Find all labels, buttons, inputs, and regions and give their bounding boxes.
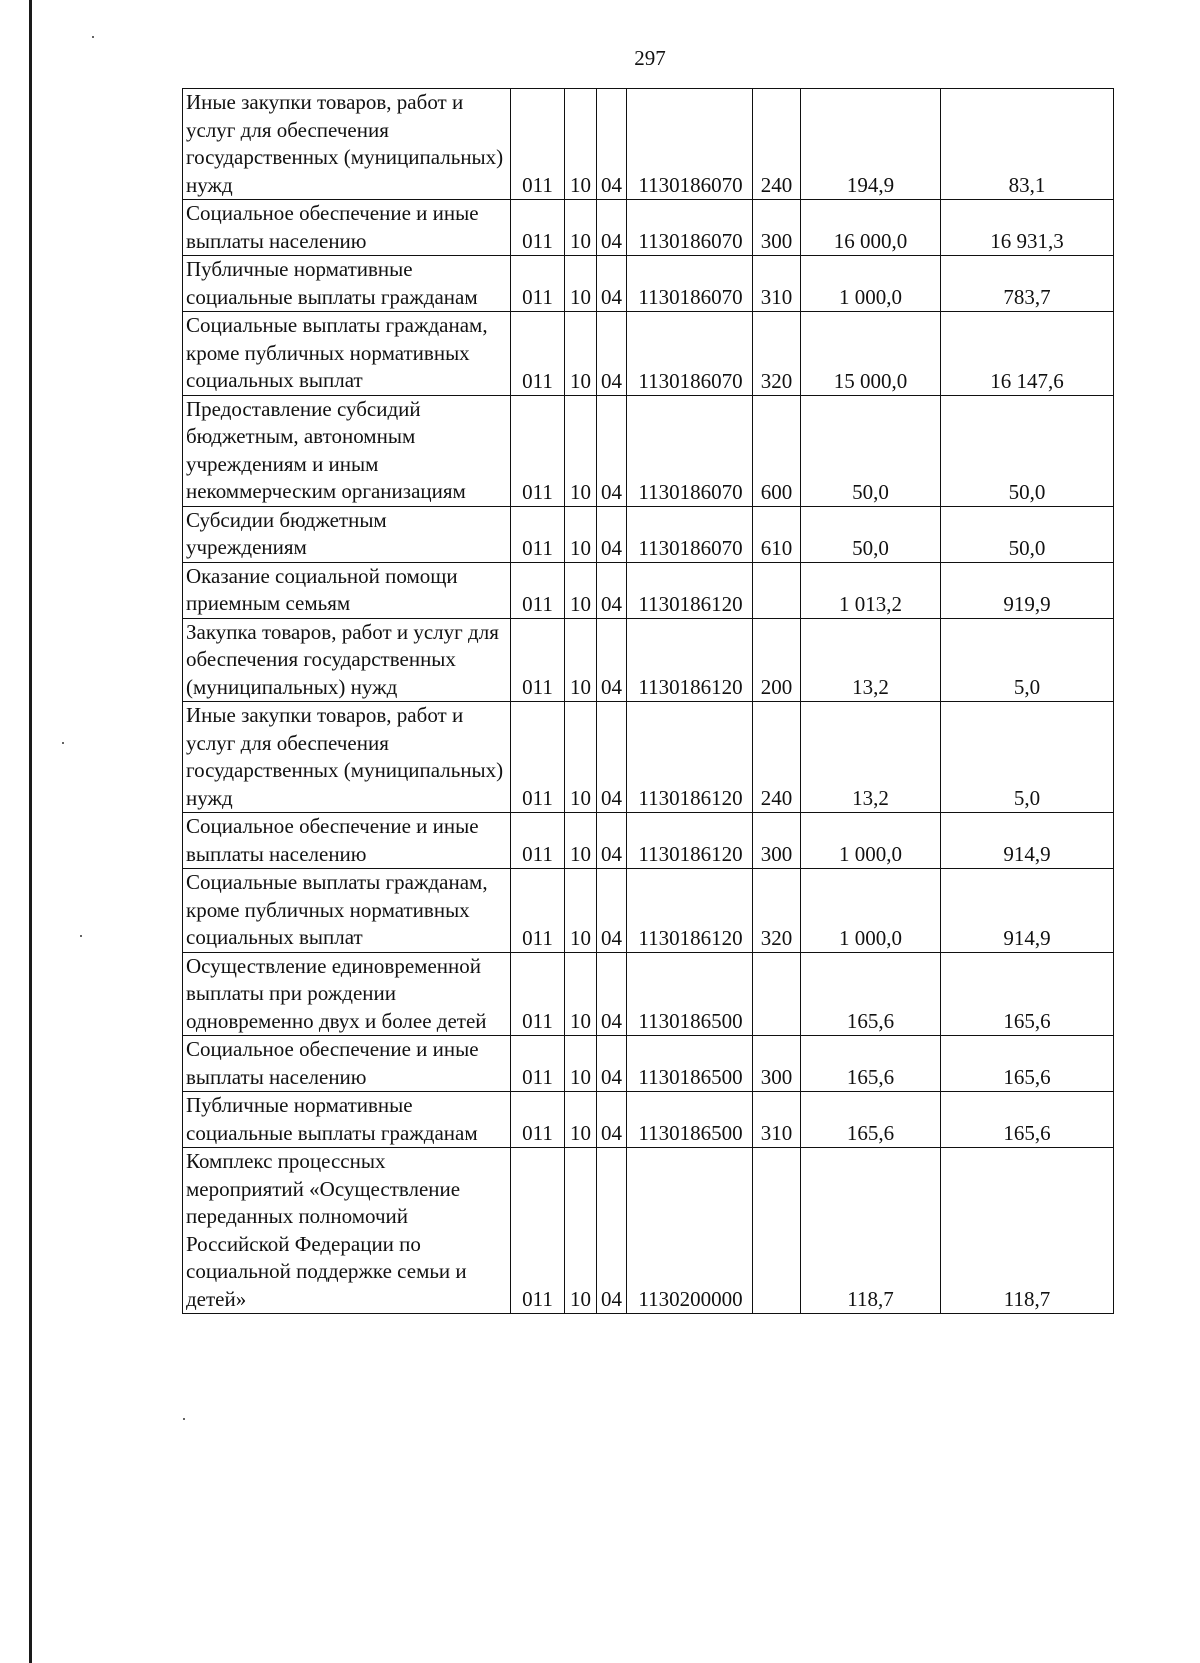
- section-code-cell: 10: [565, 395, 597, 506]
- row-name-cell: Оказание социальной помощи приемным семьям: [183, 562, 511, 618]
- section-code-cell: 10: [565, 506, 597, 562]
- table-row: [183, 1148, 1114, 1314]
- row-name-cell: Предоставление субсидий бюджетным, автономным учреждениям и иным некоммерческим организациям: [183, 395, 511, 506]
- expense-type-code-cell: 300: [753, 813, 801, 869]
- expense-type-code-cell: [753, 562, 801, 618]
- section-code-cell: 10: [565, 869, 597, 953]
- row-name-cell: Осуществление единовременной выплаты при рождении одновременно двух и более детей: [183, 952, 511, 1036]
- target-item-code-cell: 1130186500: [627, 952, 753, 1036]
- expense-type-code-cell: 610: [753, 506, 801, 562]
- row-name-cell: Публичные нормативные социальные выплаты гражданам: [183, 256, 511, 312]
- row-name-cell: Комплекс процессных мероприятий «Осуществление переданных полномочий Российской Федерации по социальной поддержке семьи и детей»: [183, 1148, 511, 1314]
- amount-actual-cell: 83,1: [941, 89, 1114, 200]
- subsection-code-cell: 04: [597, 869, 627, 953]
- amount-actual-cell: 16 931,3: [941, 200, 1114, 256]
- table-row: [183, 506, 1114, 562]
- amount-planned-cell: 1 013,2: [801, 562, 941, 618]
- expense-type-code-cell: [753, 1148, 801, 1314]
- expense-type-code-cell: 240: [753, 89, 801, 200]
- row-name-cell: Социальное обеспечение и иные выплаты населению: [183, 813, 511, 869]
- subsection-code-cell: 04: [597, 813, 627, 869]
- table-row: [183, 952, 1114, 1036]
- amount-planned-cell: 50,0: [801, 395, 941, 506]
- section-code-cell: 10: [565, 89, 597, 200]
- section-code-cell: 10: [565, 562, 597, 618]
- target-item-code-cell: 1130200000: [627, 1148, 753, 1314]
- subsection-code-cell: 04: [597, 200, 627, 256]
- subsection-code-cell: 04: [597, 395, 627, 506]
- target-item-code-cell: 1130186070: [627, 395, 753, 506]
- target-item-code-cell: 1130186120: [627, 869, 753, 953]
- amount-actual-cell: 50,0: [941, 506, 1114, 562]
- row-name-cell: Иные закупки товаров, работ и услуг для обеспечения государственных (муниципальных) нужд: [183, 89, 511, 200]
- amount-actual-cell: 919,9: [941, 562, 1114, 618]
- amount-planned-cell: 165,6: [801, 952, 941, 1036]
- amount-actual-cell: 5,0: [941, 702, 1114, 813]
- section-code-cell: 10: [565, 312, 597, 396]
- budget-table-body: [183, 89, 1114, 1314]
- amount-actual-cell: 783,7: [941, 256, 1114, 312]
- section-code-cell: 10: [565, 256, 597, 312]
- subsection-code-cell: 04: [597, 256, 627, 312]
- amount-actual-cell: 165,6: [941, 1092, 1114, 1148]
- target-item-code-cell: 1130186500: [627, 1036, 753, 1092]
- target-item-code-cell: 1130186120: [627, 618, 753, 702]
- ministry-code-cell: 011: [511, 395, 565, 506]
- amount-planned-cell: 1 000,0: [801, 256, 941, 312]
- expense-type-code-cell: [753, 952, 801, 1036]
- expense-type-code-cell: 240: [753, 702, 801, 813]
- scan-speck: [80, 935, 82, 937]
- expense-type-code-cell: 310: [753, 256, 801, 312]
- amount-planned-cell: 16 000,0: [801, 200, 941, 256]
- table-row: [183, 200, 1114, 256]
- row-name-cell: Социальное обеспечение и иные выплаты населению: [183, 1036, 511, 1092]
- amount-actual-cell: 914,9: [941, 813, 1114, 869]
- target-item-code-cell: 1130186120: [627, 813, 753, 869]
- expense-type-code-cell: 320: [753, 869, 801, 953]
- ministry-code-cell: 011: [511, 200, 565, 256]
- table-row: [183, 813, 1114, 869]
- section-code-cell: 10: [565, 702, 597, 813]
- ministry-code-cell: 011: [511, 952, 565, 1036]
- expense-type-code-cell: 320: [753, 312, 801, 396]
- expense-type-code-cell: 600: [753, 395, 801, 506]
- target-item-code-cell: 1130186500: [627, 1092, 753, 1148]
- subsection-code-cell: 04: [597, 952, 627, 1036]
- page-number: 297: [634, 46, 666, 70]
- amount-planned-cell: 50,0: [801, 506, 941, 562]
- table-row: [183, 89, 1114, 200]
- amount-planned-cell: 1 000,0: [801, 813, 941, 869]
- expense-type-code-cell: 200: [753, 618, 801, 702]
- amount-planned-cell: 13,2: [801, 618, 941, 702]
- target-item-code-cell: 1130186070: [627, 506, 753, 562]
- table-row: [183, 562, 1114, 618]
- amount-planned-cell: 13,2: [801, 702, 941, 813]
- table-row: [183, 869, 1114, 953]
- table-row: [183, 312, 1114, 396]
- amount-actual-cell: 5,0: [941, 618, 1114, 702]
- ministry-code-cell: 011: [511, 702, 565, 813]
- subsection-code-cell: 04: [597, 1148, 627, 1314]
- scan-speck: [62, 742, 64, 744]
- table-row: [183, 256, 1114, 312]
- expense-type-code-cell: 310: [753, 1092, 801, 1148]
- row-name-cell: Социальное обеспечение и иные выплаты населению: [183, 200, 511, 256]
- amount-planned-cell: 15 000,0: [801, 312, 941, 396]
- table-row: [183, 618, 1114, 702]
- ministry-code-cell: 011: [511, 1036, 565, 1092]
- amount-actual-cell: 118,7: [941, 1148, 1114, 1314]
- expense-type-code-cell: 300: [753, 1036, 801, 1092]
- scan-binding-edge: [29, 0, 32, 1663]
- row-name-cell: Социальные выплаты гражданам, кроме публичных нормативных социальных выплат: [183, 312, 511, 396]
- target-item-code-cell: 1130186120: [627, 702, 753, 813]
- amount-actual-cell: 16 147,6: [941, 312, 1114, 396]
- target-item-code-cell: 1130186070: [627, 312, 753, 396]
- scan-speck: [92, 36, 94, 38]
- amount-actual-cell: 165,6: [941, 952, 1114, 1036]
- table-row: [183, 1036, 1114, 1092]
- row-name-cell: Социальные выплаты гражданам, кроме публичных нормативных социальных выплат: [183, 869, 511, 953]
- ministry-code-cell: 011: [511, 618, 565, 702]
- ministry-code-cell: 011: [511, 506, 565, 562]
- budget-table: [182, 88, 1114, 1314]
- table-row: [183, 1092, 1114, 1148]
- row-name-cell: Публичные нормативные социальные выплаты гражданам: [183, 1092, 511, 1148]
- expense-type-code-cell: 300: [753, 200, 801, 256]
- ministry-code-cell: 011: [511, 256, 565, 312]
- section-code-cell: 10: [565, 952, 597, 1036]
- ministry-code-cell: 011: [511, 1092, 565, 1148]
- section-code-cell: 10: [565, 1092, 597, 1148]
- subsection-code-cell: 04: [597, 506, 627, 562]
- subsection-code-cell: 04: [597, 618, 627, 702]
- amount-planned-cell: 165,6: [801, 1036, 941, 1092]
- target-item-code-cell: 1130186070: [627, 89, 753, 200]
- row-name-cell: Иные закупки товаров, работ и услуг для обеспечения государственных (муниципальных) нужд: [183, 702, 511, 813]
- ministry-code-cell: 011: [511, 89, 565, 200]
- subsection-code-cell: 04: [597, 312, 627, 396]
- scan-speck: [183, 1418, 185, 1420]
- amount-planned-cell: 1 000,0: [801, 869, 941, 953]
- target-item-code-cell: 1130186070: [627, 256, 753, 312]
- subsection-code-cell: 04: [597, 89, 627, 200]
- target-item-code-cell: 1130186120: [627, 562, 753, 618]
- section-code-cell: 10: [565, 813, 597, 869]
- subsection-code-cell: 04: [597, 702, 627, 813]
- amount-actual-cell: 914,9: [941, 869, 1114, 953]
- row-name-cell: Субсидии бюджетным учреждениям: [183, 506, 511, 562]
- amount-actual-cell: 165,6: [941, 1036, 1114, 1092]
- subsection-code-cell: 04: [597, 562, 627, 618]
- section-code-cell: 10: [565, 1036, 597, 1092]
- ministry-code-cell: 011: [511, 1148, 565, 1314]
- section-code-cell: 10: [565, 1148, 597, 1314]
- amount-planned-cell: 194,9: [801, 89, 941, 200]
- subsection-code-cell: 04: [597, 1036, 627, 1092]
- target-item-code-cell: 1130186070: [627, 200, 753, 256]
- ministry-code-cell: 011: [511, 312, 565, 396]
- ministry-code-cell: 011: [511, 813, 565, 869]
- subsection-code-cell: 04: [597, 1092, 627, 1148]
- section-code-cell: 10: [565, 618, 597, 702]
- ministry-code-cell: 011: [511, 869, 565, 953]
- section-code-cell: 10: [565, 200, 597, 256]
- table-row: [183, 702, 1114, 813]
- ministry-code-cell: 011: [511, 562, 565, 618]
- amount-planned-cell: 118,7: [801, 1148, 941, 1314]
- table-row: [183, 395, 1114, 506]
- row-name-cell: Закупка товаров, работ и услуг для обеспечения государственных (муниципальных) нужд: [183, 618, 511, 702]
- amount-planned-cell: 165,6: [801, 1092, 941, 1148]
- amount-actual-cell: 50,0: [941, 395, 1114, 506]
